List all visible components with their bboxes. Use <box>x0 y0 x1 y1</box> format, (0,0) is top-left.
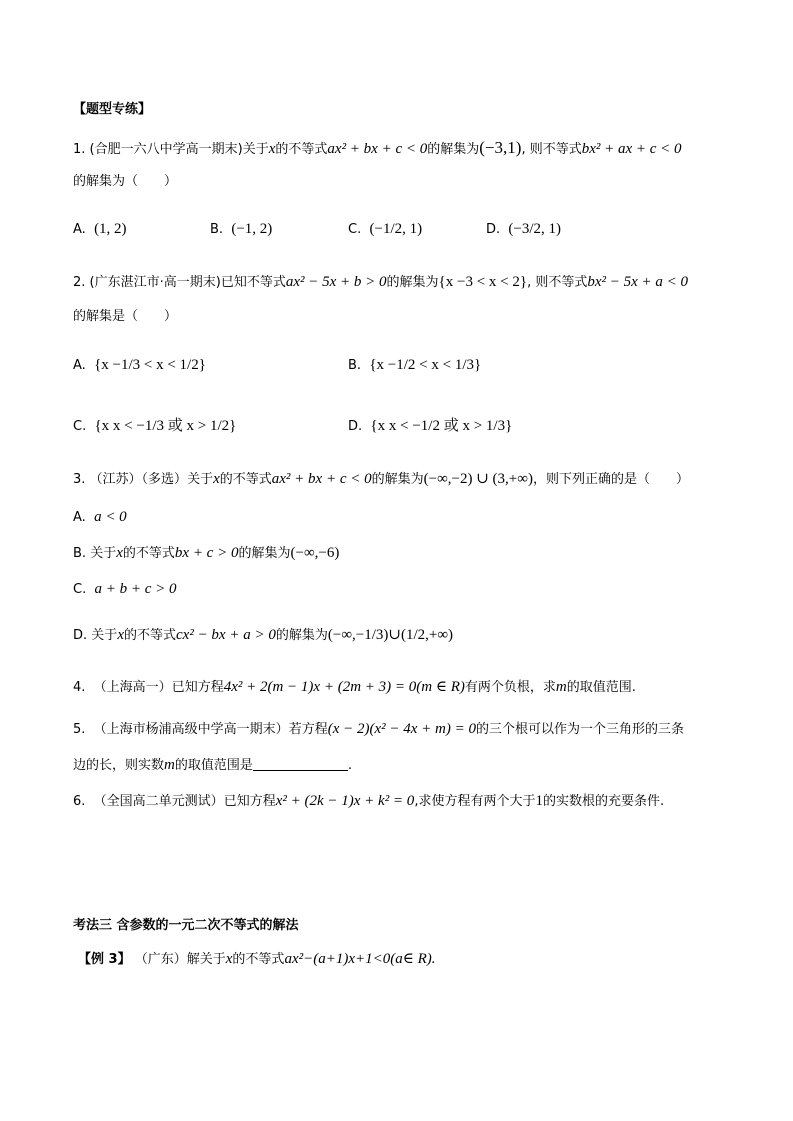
q6-source: （全国高二单元测试） <box>93 794 224 809</box>
q5-equation: (x − 2)(x² − 4x + m) = 0 <box>327 721 476 737</box>
q4-number: 4. <box>73 680 86 695</box>
example-3-label: 【例 3】 <box>78 952 131 967</box>
answer-blank[interactable] <box>253 756 348 771</box>
question-3: 3. （江苏）（多选）关于x的不等式ax² + bx + c < 0的解集为(−∞,−2) ∪ (3,+∞)，则下列正确的是（ ） <box>73 471 689 487</box>
q2-option-c: C. {x x < −1/3 或 x > 1/2} <box>73 418 237 434</box>
q1-inequality: ax² + bx + c < 0 <box>327 141 428 157</box>
q2-option-d: D. {x x < −1/2 或 x > 1/3} <box>348 418 513 434</box>
q1-line-2: 的解集为（ ） <box>73 174 178 189</box>
q2-solution-set: {x −3 < x < 2} <box>438 274 528 290</box>
q2-number: 2. <box>73 275 86 290</box>
q3-option-b: B. 关于x的不等式bx + c > 0的解集为(−∞,−6) <box>73 545 340 561</box>
q1-solution-set: (−3,1) <box>479 138 522 157</box>
question-2: 2. (广东湛江市·高一期末)已知不等式ax² − 5x + b > 0的解集为{x −3 < x < 2}, 则不等式bx² − 5x + a < 0 <box>73 274 689 290</box>
q1-option-c: C. (−1/2, 1) <box>348 221 423 237</box>
example-3: 【例 3】 （广东）解关于x的不等式ax²−(a+1)x+1<0(a∈ R). <box>78 951 436 967</box>
section-header: 【题型专练】 <box>73 102 152 117</box>
q5-number: 5. <box>73 722 86 737</box>
q3-solution-set: (−∞,−2) ∪ (3,+∞) <box>423 471 533 487</box>
q5-line-2: 边的长，则实数m的取值范围是 . <box>73 757 353 773</box>
example-3-inequality: ax²−(a+1)x+1<0(a∈ R). <box>284 951 436 967</box>
q1-option-a: A. (1, 2) <box>73 221 127 237</box>
q2-option-b: B. {x −1/2 < x < 1/3} <box>348 357 482 373</box>
question-1: 1. (合肥一六八中学高一期末)关于x的不等式ax² + bx + c < 0的解集为(−3,1), 则不等式bx² + ax + c < 0 <box>73 138 682 157</box>
q5-source: （上海市杨浦高级中学高一期末） <box>93 722 289 737</box>
method-3-title: 考法三 含参数的一元二次不等式的解法 <box>73 918 299 933</box>
question-5: 5. （上海市杨浦高级中学高一期末）若方程(x − 2)(x² − 4x + m) = 0的三个根可以作为一个三角形的三条 <box>73 721 684 737</box>
q3-inequality: ax² + bx + c < 0 <box>271 471 372 487</box>
q1-source: (合肥一六八中学高一期末) <box>89 142 243 157</box>
question-4: 4. （上海高一）已知方程4x² + 2(m − 1)x + (2m + 3) = 0(m ∈ R)有两个负根，求m的取值范围. <box>73 679 636 695</box>
question-6: 6. （全国高二单元测试）已知方程x² + (2k − 1)x + k² = 0,求使方程有两个大于1的实数根的充要条件. <box>73 793 665 809</box>
q3-option-c: C. a + b + c > 0 <box>73 581 177 597</box>
q2-line-2: 的解集是（ ） <box>73 309 178 324</box>
q1-option-b: B. (−1, 2) <box>210 221 273 237</box>
q1-var: x <box>268 141 276 157</box>
q2-source: (广东湛江市·高一期末) <box>89 275 221 290</box>
q1-option-d: D. (−3/2, 1) <box>486 221 562 237</box>
q2-option-a: A. {x −1/3 < x < 1/2} <box>73 357 206 373</box>
q4-source: （上海高一） <box>93 680 172 695</box>
q3-source: （江苏）（多选） <box>89 472 188 487</box>
q2-inequality-2: bx² − 5x + a < 0 <box>587 274 689 290</box>
q1-text: 关于 <box>242 142 269 157</box>
q1-inequality-2: bx² + ax + c < 0 <box>581 141 682 157</box>
q6-equation: x² + (2k − 1)x + k² = 0 <box>275 793 415 809</box>
q3-option-d: D. 关于x的不等式cx² − bx + a > 0的解集为(−∞,−1/3)∪(1/2,+∞) <box>73 627 454 643</box>
q4-equation: 4x² + 2(m − 1)x + (2m + 3) = 0(m ∈ R) <box>223 679 465 695</box>
q3-option-a: A. a < 0 <box>73 509 127 525</box>
q2-inequality: ax² − 5x + b > 0 <box>285 274 387 290</box>
q6-number: 6. <box>73 794 86 809</box>
q1-number: 1. <box>73 142 86 157</box>
q3-number: 3. <box>73 472 86 487</box>
